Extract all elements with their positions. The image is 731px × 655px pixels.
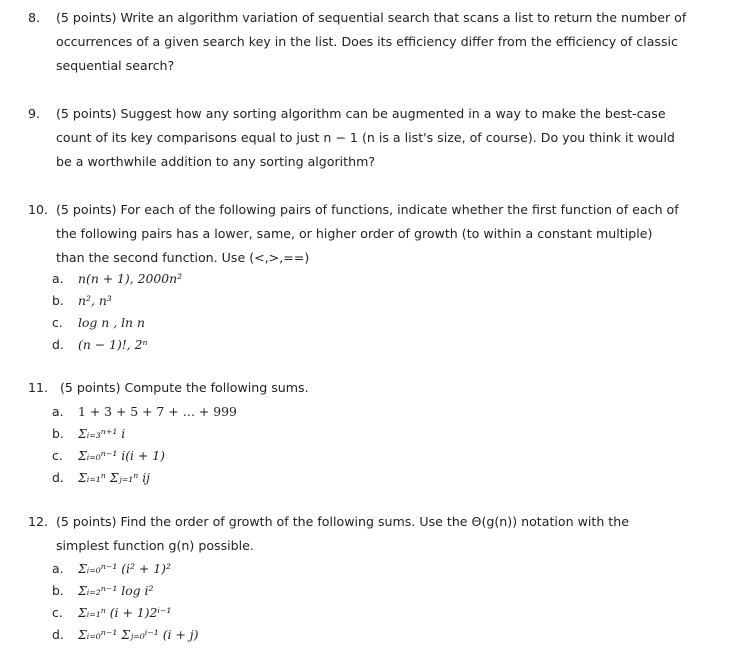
sub-item-letter: a. — [52, 271, 64, 286]
sub-item-11a — [52, 401, 237, 423]
question-number: 8. — [28, 10, 41, 25]
sub-item-letter: c. — [52, 448, 63, 463]
sub-item-expression: Σᵢ₌₂ⁿ⁻¹ log i² — [78, 583, 154, 598]
sub-item-letter: d. — [52, 470, 64, 485]
sub-item-letter: b. — [52, 426, 64, 441]
sub-item-expression: n², n³ — [78, 293, 112, 308]
question-line: (5 points) Find the order of growth of the following sums. Use the Θ(g(n)) notation with the — [56, 514, 629, 529]
sub-item-expression: Σᵢ₌₁ⁿ (i + 1)2ⁱ⁻¹ — [78, 605, 172, 620]
sub-item-12a — [52, 558, 171, 580]
sub-item-12c — [52, 602, 171, 624]
sub-item-expression: Σᵢ₌₀ⁿ⁻¹ i(i + 1) — [78, 448, 165, 463]
question-line: be a worthwhile addition to any sorting algorithm? — [56, 154, 376, 169]
sub-item-expression: n(n + 1), 2000n² — [78, 271, 183, 286]
question-line: occurrences of a given search key in the list. Does its efficiency differ from the efficiency of classic — [56, 34, 678, 49]
sub-item-11c — [52, 445, 165, 467]
question-text — [56, 510, 706, 558]
sub-item-12b — [52, 580, 153, 602]
sub-item-12d — [52, 624, 198, 646]
question-line: the following pairs has a lower, same, or higher order of growth (to within a constant multiple) — [56, 226, 653, 241]
sub-item-letter: c. — [52, 315, 63, 330]
sub-item-expression: (n − 1)!, 2ⁿ — [78, 337, 148, 352]
sub-item-11d — [52, 467, 150, 489]
question-line: than the second function. Use (<,>,==) — [56, 250, 310, 265]
sub-item-expression: Σᵢ₌₁ⁿ Σⱼ₌₁ⁿ ij — [78, 470, 151, 485]
sub-item-expression: Σᵢ₌₀ⁿ⁻¹ (i² + 1)² — [78, 561, 171, 576]
question-text — [56, 6, 706, 78]
sub-item-expression: Σᵢ₌₃ⁿ⁺¹ i — [78, 426, 126, 441]
sub-item-10a — [52, 268, 182, 290]
question-line: (5 points) Write an algorithm variation of sequential search that scans a list to return the number of — [56, 10, 687, 25]
question-line: sequential search? — [56, 58, 175, 73]
sub-item-11b — [52, 423, 125, 445]
sub-item-letter: b. — [52, 583, 64, 598]
question-number: 10. — [28, 202, 49, 217]
question-number: 11. — [28, 380, 49, 395]
sub-item-letter: a. — [52, 404, 64, 419]
sub-item-expression: log n , ln n — [78, 315, 145, 330]
question-line: simplest function g(n) possible. — [56, 538, 254, 553]
sub-item-10c — [52, 312, 145, 334]
sub-item-letter: d. — [52, 627, 64, 642]
question-line: (5 points) Compute the following sums. — [60, 380, 309, 395]
sub-item-10b — [52, 290, 112, 312]
sub-item-letter: b. — [52, 293, 64, 308]
question-number: 12. — [28, 514, 49, 529]
question-number: 9. — [28, 106, 41, 121]
sub-item-letter: a. — [52, 561, 64, 576]
sub-item-expression: Σᵢ₌₀ⁿ⁻¹ Σⱼ₌₀ⁱ⁻¹ (i + j) — [78, 627, 199, 642]
question-text — [56, 102, 706, 174]
sub-item-letter: d. — [52, 337, 64, 352]
question-text — [60, 376, 710, 400]
question-line: (5 points) Suggest how any sorting algorithm can be augmented in a way to make the best-case — [56, 106, 666, 121]
sub-item-10d — [52, 334, 148, 356]
question-line: (5 points) For each of the following pairs of functions, indicate whether the first function of each of — [56, 202, 679, 217]
sub-item-letter: c. — [52, 605, 63, 620]
sub-item-expression: 1 + 3 + 5 + 7 + … + 999 — [78, 404, 237, 419]
question-text — [56, 198, 706, 270]
question-line: count of its key comparisons equal to just n − 1 (n is a list's size, of course). Do you think it would — [56, 130, 675, 145]
